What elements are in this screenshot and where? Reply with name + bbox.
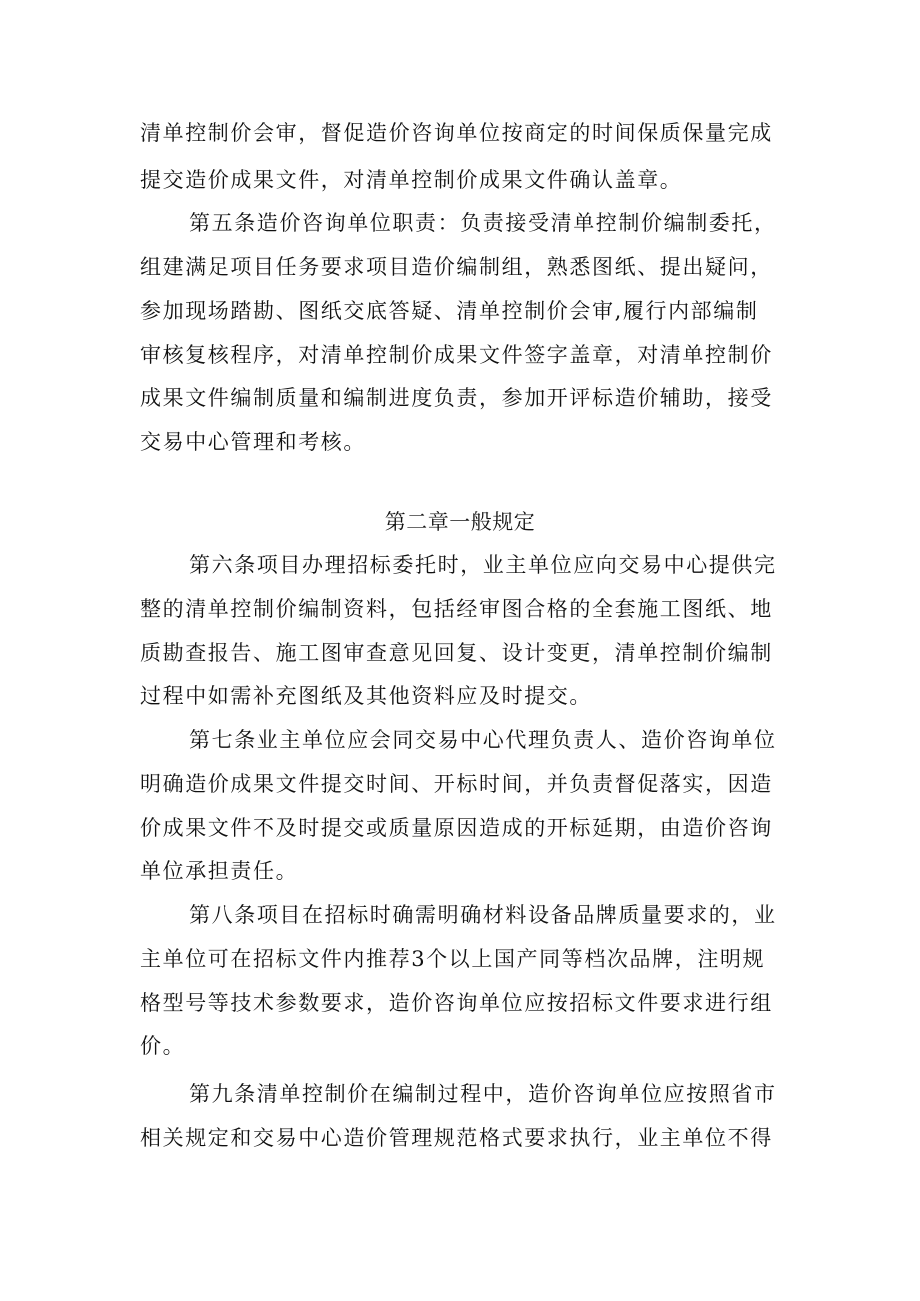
text-line-content: 质勘查报告、施工图审查意见回复、设计变更，清单控制价编制 [140, 641, 773, 665]
text-line [0, 428, 920, 456]
text-line [0, 119, 920, 147]
text-line [0, 1124, 920, 1152]
text-line-content: 审核复核程序，对清单控制价成果文件签字盖章，对清单控制价 [140, 343, 773, 367]
text-line [0, 166, 920, 194]
text-line [0, 726, 920, 754]
chapter-heading [0, 508, 920, 536]
text-line [0, 253, 920, 281]
text-line-content: 组建满足项目任务要求项目造价编制组，熟悉图纸、提出疑问， [140, 255, 773, 279]
text-line [0, 341, 920, 369]
text-line-content: 格型号等技术参数要求，造价咨询单位应按招标文件要求进行组 [140, 991, 773, 1015]
text-line [0, 682, 920, 710]
text-line-content: 价成果文件不及时提交或质量原因造成的开标延期，由造价咨询 [140, 816, 773, 840]
text-line [0, 297, 920, 325]
text-line [0, 384, 920, 412]
text-line [0, 989, 920, 1017]
text-line-content: 提交造价成果文件，对清单控制价成果文件确认盖章。 [140, 168, 683, 192]
text-line [0, 1032, 920, 1060]
text-line-content: 主单位可在招标文件内推荐3个以上国产同等档次品牌，注明规 [140, 947, 766, 971]
text-line-content: 价。 [140, 1034, 186, 1058]
text-line [0, 814, 920, 842]
text-line-content: 单位承担责任。 [140, 859, 299, 883]
text-line [0, 901, 920, 929]
text-line [0, 1080, 920, 1108]
text-line-content: 第九条清单控制价在编制过程中，造价咨询单位应按照省市 [189, 1082, 777, 1106]
text-line-content: 清单控制价会审，督促造价咨询单位按商定的时间保质保量完成 [140, 121, 773, 145]
text-line [0, 770, 920, 798]
text-line-content: 第八条项目在招标时确需明确材料设备品牌质量要求的，业 [189, 903, 777, 927]
text-line [0, 945, 920, 973]
text-line-content: 过程中如需补充图纸及其他资料应及时提交。 [140, 684, 592, 708]
text-line-content: 第六条项目办理招标委托时，业主单位应向交易中心提供完 [189, 553, 777, 577]
text-line-content: 交易中心管理和考核。 [140, 430, 366, 454]
text-line [0, 857, 920, 885]
text-line-content: 成果文件编制质量和编制进度负责，参加开评标造价辅助，接受 [140, 386, 773, 410]
text-line [0, 639, 920, 667]
text-line [0, 595, 920, 623]
text-line [0, 209, 920, 237]
text-line-content: 相关规定和交易中心造价管理规范格式要求执行，业主单位不得 [140, 1126, 773, 1150]
text-line-content: 第七条业主单位应会同交易中心代理负责人、造价咨询单位 [189, 728, 777, 752]
text-line-content: 明确造价成果文件提交时间、开标时间，并负责督促落实，因造 [140, 772, 773, 796]
text-line-content: 第五条造价咨询单位职责：负责接受清单控制价编制委托， [189, 211, 777, 235]
text-line [0, 551, 920, 579]
text-line-content: 参加现场踏勘、图纸交底答疑、清单控制价会审,履行内部编制 [140, 299, 759, 323]
text-line-content: 整的清单控制价编制资料，包括经审图合格的全套施工图纸、地 [140, 597, 773, 621]
chapter-heading-text: 第二章一般规定 [384, 510, 536, 534]
